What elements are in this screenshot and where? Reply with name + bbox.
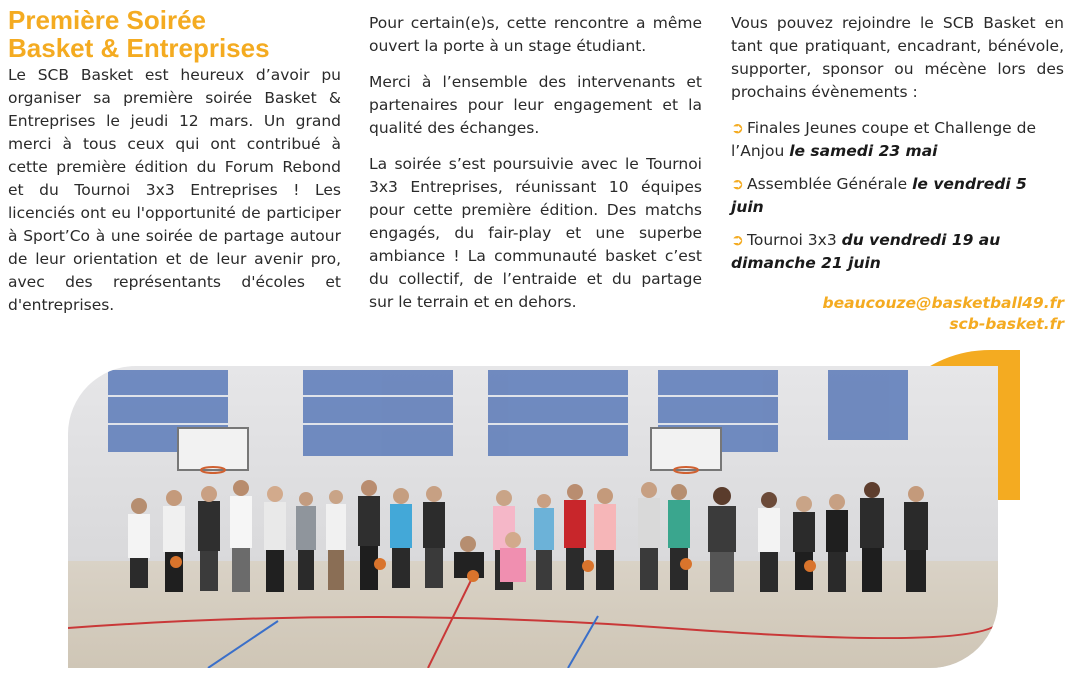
event-date: le vendredi 5 juin [731, 175, 1027, 216]
group-photo [68, 366, 998, 668]
column-middle [369, 12, 702, 327]
event-text: Tournoi 3x3 [747, 231, 842, 249]
column-right [731, 12, 1064, 335]
contact-email-link[interactable]: beaucouze@basketball49.fr [822, 294, 1064, 312]
title-line-2: Basket & Entreprises [8, 33, 270, 63]
paragraph-tournament: La soirée s’est poursuivie avec le Tournoi 3x3 Entreprises, réunissant 10 équipes pour cette première édition. Des matchs engagés, du fair-play et une superbe ambiance ! La communauté basket c’est du collectif, de l’entraide et du partage sur le terrain et en dehors. [369, 155, 702, 311]
event-item [731, 117, 1064, 163]
arrow-right-icon: ➲ [731, 231, 744, 249]
paragraph-internship: Pour certain(e)s, cette rencontre a même ouvert la porte à un stage étudiant. [369, 14, 702, 55]
join-paragraph: Vous pouvez rejoindre le SCB Basket en tant que pratiquant, encadrant, bénévole, supporter, sponsor ou mécène lors des prochains évènements : [731, 14, 1064, 101]
intro-paragraph: Le SCB Basket est heureux d’avoir pu organiser sa première soirée Basket & Entreprises le jeudi 12 mars. Un grand merci à tous ceux qui ont contribué à cette première édition du Forum Rebond et du Tournoi 3x3 Entreprises ! Les licenciés ont eu l'opportunité de participer à Sport’Co à une soirée de partage autour de leur orientation et de leur avenir pro, avec des représentants d'écoles et d'entreprises. [8, 66, 341, 314]
title-line-1: Première Soirée [8, 5, 207, 35]
event-date: le samedi 23 mai [789, 142, 938, 160]
arrow-right-icon: ➲ [731, 175, 744, 193]
contact-website-link[interactable]: scb-basket.fr [949, 315, 1064, 333]
event-text: Finales Jeunes coupe et Challenge de l’Anjou [731, 119, 1037, 160]
contact-block [731, 293, 1064, 335]
event-item [731, 229, 1064, 275]
arrow-right-icon: ➲ [731, 119, 744, 137]
event-text: Assemblée Générale [747, 175, 913, 193]
article-title [8, 6, 341, 62]
event-date: du vendredi 19 au dimanche 21 juin [731, 231, 1001, 272]
event-item [731, 173, 1064, 219]
paragraph-thanks: Merci à l’ensemble des intervenants et partenaires pour leur engagement et la qualité des échanges. [369, 73, 702, 137]
column-left [8, 6, 341, 330]
gym-photo-illustration [68, 366, 998, 668]
